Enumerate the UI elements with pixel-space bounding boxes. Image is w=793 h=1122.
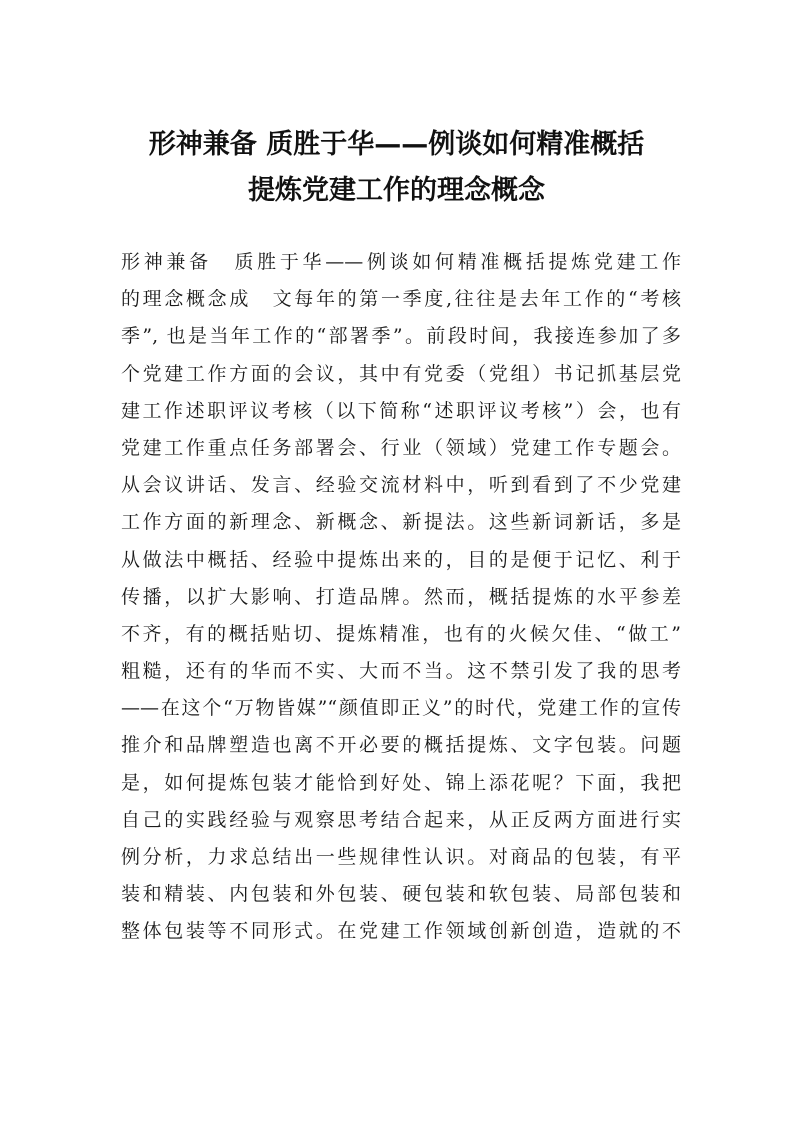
title-line: 形神兼备 质胜于华——例谈如何精准概括: [148, 129, 645, 160]
body-line: 不齐，有的概括贴切、提炼精准，也有的火候欠佳、“做工”: [121, 622, 681, 645]
body-line: 推介和品牌塑造也离不开必要的概括提炼、文字包装。问题: [121, 734, 681, 757]
body-line: 是，如何提炼包装才能恰到好处、锦上添花呢？下面，我把: [121, 771, 681, 794]
body-paragraph: [121, 244, 681, 951]
body-line: 工作方面的新理念、新概念、新提法。这些新词新话，多是: [121, 511, 681, 534]
body-line: 例分析，力求总结出一些规律性认识。对商品的包装，有平: [121, 846, 681, 868]
body-line: 从会议讲话、发言、经验交流材料中，听到看到了不少党建: [121, 474, 681, 497]
body-line: 传播，以扩大影响、打造品牌。然而，概括提炼的水平参差: [121, 585, 681, 608]
body-line: 建工作述职评议考核（以下简称“述职评议考核”）会，也有: [121, 399, 681, 422]
body-line: 的理念概念成 文每年的第一季度,往往是去年工作的“考核: [121, 288, 681, 311]
body-line: 装和精装、内包装和外包装、硬包装和软包装、局部包装和: [121, 883, 681, 906]
body-line: 季”, 也是当年工作的“部署季”。前段时间，我接连参加了多: [121, 325, 681, 348]
body-line: 从做法中概括、经验中提炼出来的，目的是便于记忆、利于: [121, 548, 681, 571]
title-line: 提炼党建工作的理念概念: [248, 175, 545, 206]
body-line: 党建工作重点任务部署会、行业（领域）党建工作专题会。: [121, 436, 681, 459]
body-line: 粗糙，还有的华而不实、大而不当。这不禁引发了我的思考: [121, 660, 681, 683]
document-title: [0, 122, 793, 214]
body-line: 自己的实践经验与观察思考结合起来，从正反两方面进行实: [121, 808, 681, 831]
body-line: 个党建工作方面的会议，其中有党委（党组）书记抓基层党: [121, 362, 681, 385]
body-line: 整体包装等不同形式。在党建工作领域创新创造，造就的不: [121, 920, 681, 943]
body-line: ——在这个“万物皆媒”“颜值即正义”的时代，党建工作的宣传: [121, 697, 681, 720]
body-line: 形神兼备 质胜于华——例谈如何精准概括提炼党建工作: [121, 251, 681, 273]
